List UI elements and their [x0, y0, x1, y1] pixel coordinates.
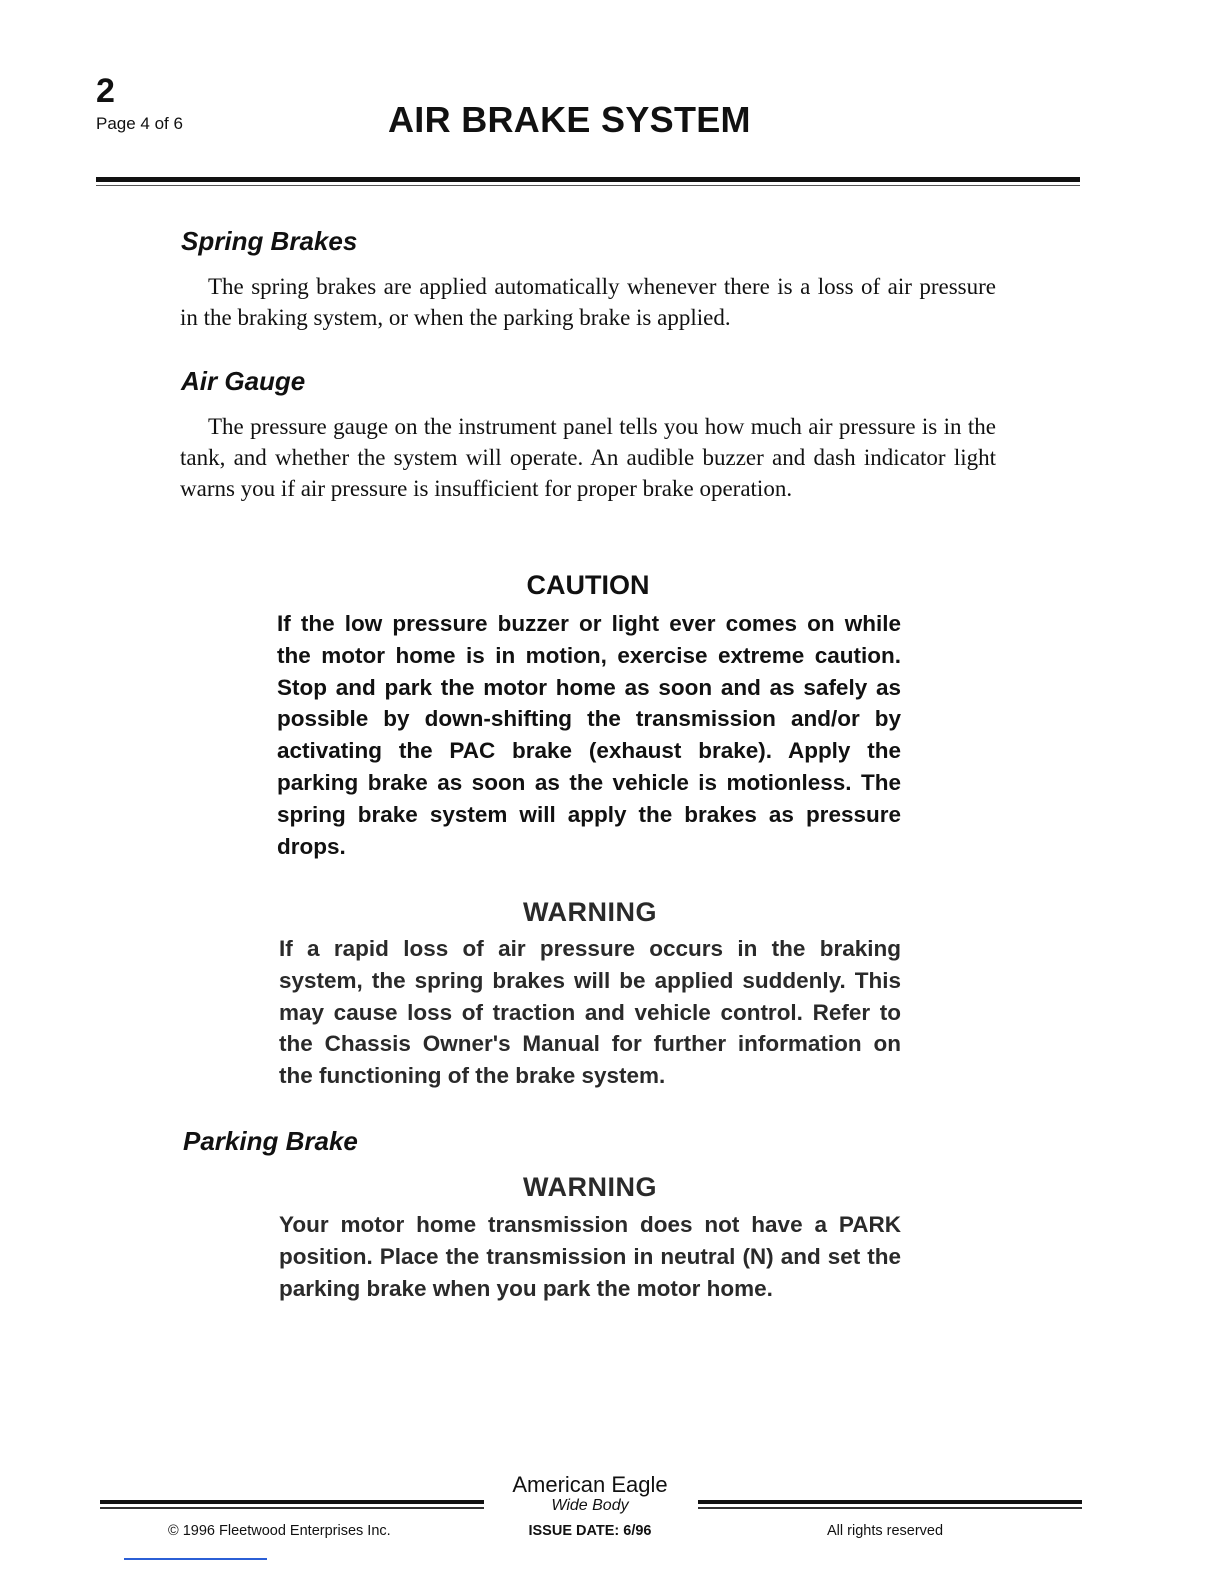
header-divider-thin: [96, 185, 1080, 186]
footer-brand: American Eagle: [512, 1472, 668, 1497]
footer-model: Wide Body: [551, 1497, 629, 1514]
warning-body-parking: Your motor home transmission does not have a PARK position. Place the transmission in neutral (N) and set the parking brake when you park the motor home.: [279, 1212, 901, 1301]
page-indicator: Page 4 of 6: [96, 114, 183, 133]
footer-rule-right: [698, 1500, 1082, 1504]
warning-body-air-pressure: If a rapid loss of air pressure occurs in the braking system, the spring brakes will be applied suddenly. This may cause loss of traction and vehicle control. Refer to the Chassis Owner's Manual for further information on the functioning of the brake system.: [279, 936, 901, 1089]
caution-title: CAUTION: [526, 570, 650, 600]
footer-rights: All rights reserved: [827, 1523, 944, 1539]
footer-accent-line: [124, 1558, 267, 1560]
footer-rule-right-thin: [698, 1507, 1082, 1509]
spring-brakes-paragraph: The spring brakes are applied automatically whenever there is a loss of air pressure in the braking system, or when the parking brake is applied.: [180, 274, 996, 330]
footer-issue-date: ISSUE DATE: 6/96: [528, 1523, 652, 1539]
section-heading-air-gauge: Air Gauge: [181, 366, 306, 396]
air-gauge-paragraph: The pressure gauge on the instrument panel tells you how much air pressure is in the tank, and whether the system will operate. An audible buzzer and dash indicator light warns you if air pressure is insufficient for proper brake operation.: [180, 414, 996, 501]
warning-title-air-pressure: WARNING: [523, 897, 657, 927]
header-divider: [96, 177, 1080, 182]
section-heading-spring-brakes: Spring Brakes: [181, 226, 358, 256]
footer-rule-left-thin: [100, 1507, 484, 1509]
caution-body: If the low pressure buzzer or light ever comes on while the motor home is in motion, exercise extreme caution. Stop and park the motor home as soon and as safely as possible by down-shifting the transmission and/or by activating the PAC brake (exhaust brake). Apply the parking brake as soon as the vehicle is motionless. The spring brake system will apply the brakes as pressure drops.: [277, 611, 901, 859]
page-title: AIR BRAKE SYSTEM: [388, 99, 751, 140]
chapter-number: 2: [96, 72, 115, 110]
warning-title-parking: WARNING: [523, 1172, 657, 1202]
footer-copyright: © 1996 Fleetwood Enterprises Inc.: [168, 1523, 391, 1539]
section-heading-parking-brake: Parking Brake: [183, 1126, 358, 1156]
footer-rule-left: [100, 1500, 484, 1504]
